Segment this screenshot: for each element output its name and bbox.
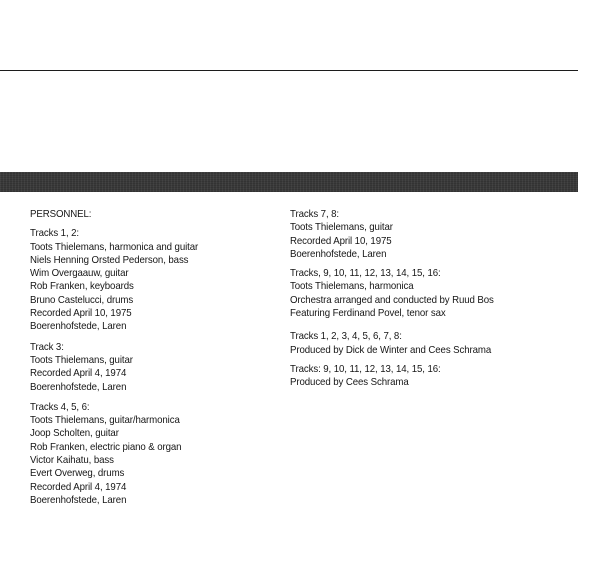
credits-block-tracks-4-5-6 xyxy=(30,401,198,507)
credit-line: Recorded April 4, 1974 xyxy=(30,481,127,493)
credit-line: Recorded April 10, 1975 xyxy=(290,235,392,247)
credit-line: Recorded April 4, 1974 xyxy=(30,368,127,380)
producer-block-tracks-1-8 xyxy=(290,330,494,357)
credit-line: Toots Thielemans, guitar xyxy=(30,354,133,366)
producer-block-tracks-9-16 xyxy=(290,363,494,390)
credit-line: Produced by Dick de Winter and Cees Schrama xyxy=(290,344,492,356)
credit-line: Wim Overgaauw, guitar xyxy=(30,268,129,280)
credit-line: Victor Kaihatu, bass xyxy=(30,455,114,467)
credit-line: Boerenhofstede, Laren xyxy=(290,248,387,260)
credit-line: Track 3: xyxy=(30,341,64,353)
credit-line: Boerenhofstede, Laren xyxy=(30,321,127,333)
dark-band-divider xyxy=(0,172,578,192)
credit-line: Tracks 1, 2, 3, 4, 5, 6, 7, 8: xyxy=(290,331,402,343)
credit-line: Niels Henning Orsted Pederson, bass xyxy=(30,254,189,266)
credits-block-track-3 xyxy=(30,341,198,394)
credit-line: Rob Franken, electric piano & organ xyxy=(30,441,182,453)
credit-line: Toots Thielemans, guitar xyxy=(290,222,393,234)
left-credits-column xyxy=(30,208,198,514)
credit-line: Joop Scholten, guitar xyxy=(30,428,119,440)
credit-line: Toots Thielemans, guitar/harmonica xyxy=(30,415,180,427)
credit-line: Featuring Ferdinand Povel, tenor sax xyxy=(290,308,446,320)
credit-line: Boerenhofstede, Laren xyxy=(30,381,127,393)
credit-line: Orchestra arranged and conducted by Ruud Bos xyxy=(290,294,494,306)
credit-line: Tracks 4, 5, 6: xyxy=(30,401,90,413)
credit-line: Tracks 1, 2: xyxy=(30,228,80,240)
credits-block-tracks-1-2 xyxy=(30,227,198,333)
personnel-heading: PERSONNEL: xyxy=(30,209,92,220)
credit-line: Tracks: 9, 10, 11, 12, 13, 14, 15, 16: xyxy=(290,363,441,375)
credit-line: Produced by Cees Schrama xyxy=(290,377,409,389)
credit-line: Toots Thielemans, harmonica and guitar xyxy=(30,241,199,253)
credits-block-tracks-9-16 xyxy=(290,267,494,320)
right-credits-column xyxy=(290,208,494,397)
credit-line: Recorded April 10, 1975 xyxy=(30,308,132,320)
credit-line: Tracks 7, 8: xyxy=(290,209,340,220)
credit-line: Bruno Castelucci, drums xyxy=(30,294,134,306)
credit-line: Evert Overweg, drums xyxy=(30,468,125,480)
credit-line: Tracks, 9, 10, 11, 12, 13, 14, 15, 16: xyxy=(290,268,441,280)
credits-block-tracks-7-8 xyxy=(290,208,494,261)
credit-line: Rob Franken, keyboards xyxy=(30,281,134,293)
credit-line: Boerenhofstede, Laren xyxy=(30,494,127,506)
top-divider-line xyxy=(0,70,578,71)
credit-line: Toots Thielemans, harmonica xyxy=(290,281,414,293)
